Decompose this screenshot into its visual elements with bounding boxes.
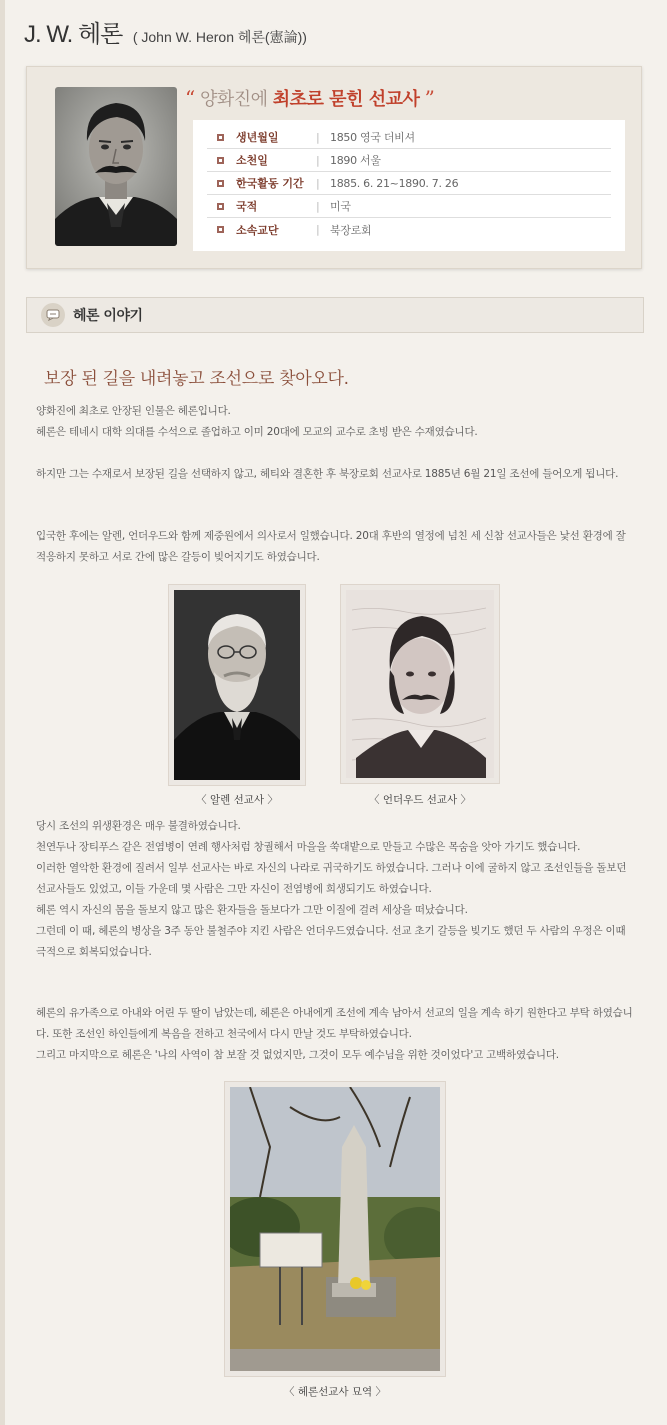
info-separator: | <box>316 223 320 236</box>
square-bullet-icon <box>217 180 224 187</box>
underwood-caption: 〈 언더우드 선교사 〉 <box>368 794 471 806</box>
paragraph-line: 천연두나 장티푸스 같은 전염병이 연례 행사처럼 창궐해서 마을을 쑥대밭으로 만들고 수많은 목숨을 앗아 가기도 했습니다. <box>36 841 581 853</box>
quote-highlight: 최초로 묻힌 선교사 <box>272 89 420 110</box>
story-paragraph-4 <box>36 816 634 963</box>
paragraph-line: 그리고 마지막으로 헤론은 '나의 사역이 참 보잘 것 없었지만, 그것이 모두 예수님을 위한 것이었다'고 고백하였습니다. <box>36 1049 559 1061</box>
info-label: 생년월일 <box>236 131 279 144</box>
info-separator: | <box>316 176 320 190</box>
heron-portrait <box>55 87 177 246</box>
underwood-portrait <box>346 590 494 778</box>
paragraph-line: 헤론은 테네시 대학 의대를 수석으로 졸업하고 이미 20대에 모교의 교수로 초빙 받은 수재였습니다. <box>36 426 478 438</box>
quote-open-mark: “ <box>185 86 195 110</box>
info-label: 소속교단 <box>236 223 279 237</box>
info-separator: | <box>316 153 320 167</box>
profile-quote <box>185 85 434 111</box>
allen-caption: 〈 알렌 선교사 〉 <box>196 794 278 806</box>
square-bullet-icon <box>217 203 224 210</box>
story-paragraph-3 <box>36 526 634 568</box>
quote-close-mark: ” <box>424 86 435 110</box>
grave-photo-frame <box>224 1081 446 1377</box>
info-separator: | <box>316 130 320 144</box>
grave-caption: 〈 헤론선교사 묘역 〉 <box>283 1386 386 1398</box>
grave-photo <box>230 1087 440 1371</box>
page-title <box>24 14 307 49</box>
speech-bubble-icon <box>41 303 65 327</box>
story-paragraph-5 <box>36 1003 634 1066</box>
info-value: 북장로회 <box>330 223 372 237</box>
allen-portrait <box>174 590 300 780</box>
left-edge-bar <box>0 0 5 1425</box>
paragraph-line: 하지만 그는 수재로서 보장된 길을 선택하지 않고, 헤티와 결혼한 후 북장로회 선교사로 1885년 6월 21일 조선에 들어오게 됩니다. <box>36 468 619 480</box>
title-name: J. W. 헤론 <box>24 21 123 48</box>
paragraph-line: 이러한 열악한 환경에 질려서 일부 선교사는 바로 자신의 나라로 귀국하기도 하였습니다. 그러나 이에 굴하지 않고 조선인들을 돌보던 선교사들도 있었고, 이들 가운데 몇 사람은 그만 자신이 전염병에 희생되기도 하였습니다. <box>36 862 627 895</box>
info-separator: | <box>316 199 320 213</box>
square-bullet-icon <box>217 157 224 164</box>
section-header <box>26 297 644 333</box>
paragraph-line: 당시 조선의 위생환경은 매우 불결하였습니다. <box>36 820 241 832</box>
paragraph-line: 그런데 이 때, 헤론의 병상을 3주 동안 불철주야 지킨 사람은 언더우드였습니다. 선교 초기 갈등을 빚기도 했던 두 사람의 우정은 이때 극적으로 회복되었습니다. <box>36 925 626 958</box>
info-row-period <box>207 172 611 195</box>
underwood-photo-frame <box>340 584 500 784</box>
story-paragraph-1 <box>36 401 634 443</box>
info-value: 1890 서울 <box>330 154 381 167</box>
title-subtitle: ( John W. Heron 헤론(憲論)) <box>132 29 307 45</box>
info-row-death <box>207 149 611 172</box>
info-row-birth <box>207 126 611 149</box>
allen-photo-frame <box>168 584 306 786</box>
paragraph-line: 양화진에 최초로 안장된 인물은 헤론입니다. <box>36 405 231 417</box>
info-label: 한국활동 기간 <box>236 177 304 190</box>
info-row-denomination <box>207 218 611 241</box>
paragraph-line: 입국한 후에는 알렌, 언더우드와 함께 제중원에서 의사로서 일했습니다. 20대 후반의 열정에 넘친 세 신참 선교사들은 낯선 환경에 잘 적응하지 못하고 서로 간에 많은 갈등이 빚어지기도 하였습니다. <box>36 530 626 563</box>
paragraph-line: 헤론 역시 자신의 몸을 돌보지 않고 많은 환자들을 돌보다가 그만 이질에 걸려 세상을 떠났습니다. <box>36 904 468 916</box>
quote-text: 양화진에 <box>199 89 273 110</box>
square-bullet-icon <box>217 226 224 233</box>
info-value: 1885. 6. 21~1890. 7. 26 <box>330 176 459 190</box>
square-bullet-icon <box>217 134 224 141</box>
info-row-nationality <box>207 195 611 218</box>
section-label: 헤론 이야기 <box>73 308 143 324</box>
info-label: 국적 <box>236 200 258 213</box>
profile-info-table <box>193 120 625 251</box>
paragraph-line: 헤론의 유가족으로 아내와 어린 두 딸이 남았는데, 헤론은 아내에게 조선에 계속 남아서 선교의 일을 계속 하기 원한다고 부탁 하였습니다. 또한 조선인 하인들에게 복음을 전하고 천국에서 다시 만날 것도 부탁하였습니다. <box>36 1007 633 1040</box>
profile-card <box>26 66 642 269</box>
story-paragraph-2 <box>36 464 634 485</box>
info-value: 1850 영국 더비셔 <box>330 131 415 144</box>
info-label: 소천일 <box>236 154 268 167</box>
story-headline: 보장 된 길을 내려놓고 조선으로 찾아오다. <box>44 369 349 389</box>
info-value: 미국 <box>330 200 351 213</box>
